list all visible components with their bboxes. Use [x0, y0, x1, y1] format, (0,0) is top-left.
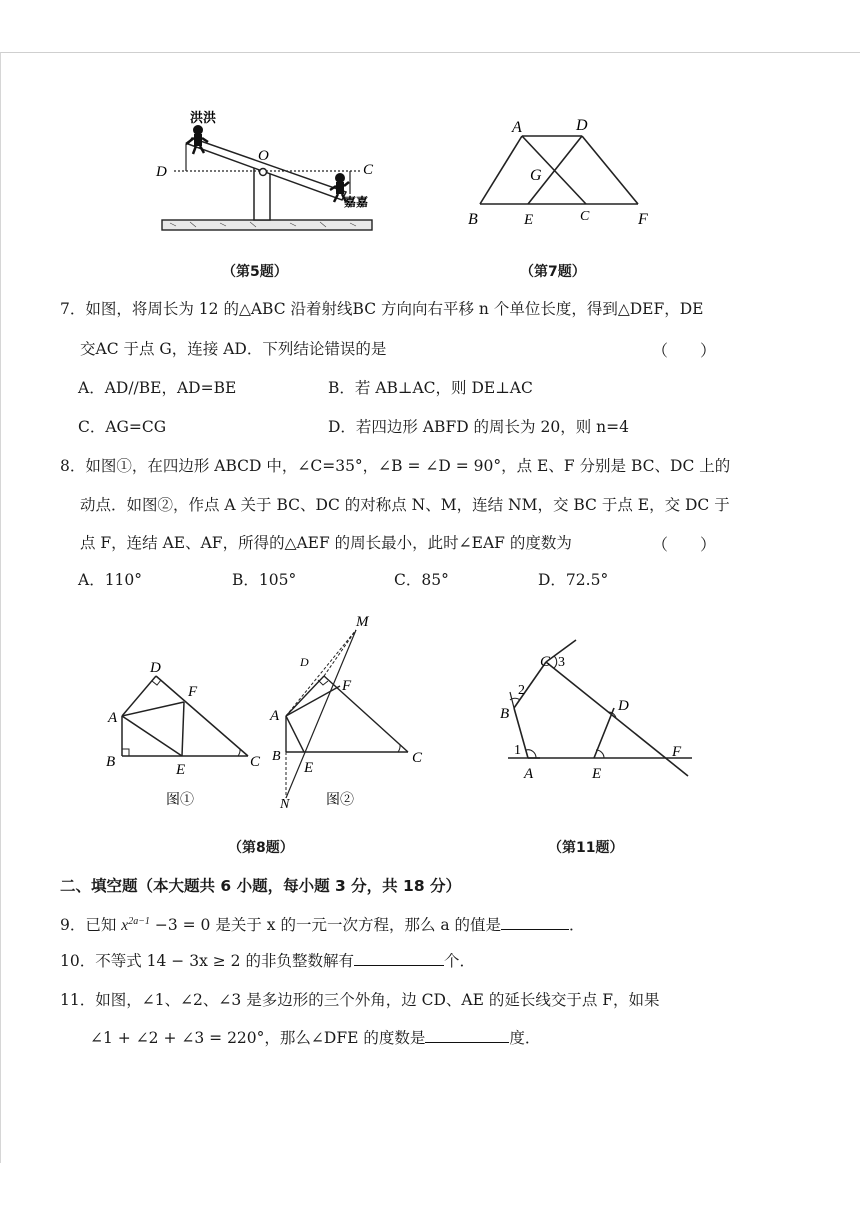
- fig8-2-label-C: C: [412, 750, 423, 766]
- figure-5-caption: （第5题）: [222, 264, 288, 280]
- label-E: E: [524, 212, 534, 228]
- fig8-1-name: 图①: [166, 793, 194, 808]
- q7-stem-line1: 7．如图，将周长为 12 的△ABC 沿着射线BC 方向向右平移 n 个单位长度，得到△DEF，DE: [60, 300, 704, 318]
- q11-line2: [90, 1028, 540, 1048]
- q9-pre: 9．已知: [60, 916, 122, 935]
- fig11-label-E: E: [592, 766, 602, 782]
- fig8-1-label-A: A: [108, 710, 118, 726]
- q7-answer-bracket: （ ）: [652, 341, 717, 360]
- figure-7-translation: [462, 112, 662, 230]
- fig11-label-C: C: [540, 654, 551, 670]
- fig11-label-2: 2: [518, 683, 525, 698]
- q11-line2-post: 度．: [509, 1029, 541, 1047]
- label-G: G: [530, 167, 542, 184]
- fig8-1-label-E: E: [176, 762, 186, 778]
- fig11-label-F: F: [672, 744, 682, 760]
- section-2-title: 二、填空题（本大题共 6 小题，每小题 3 分，共 18 分）: [60, 877, 462, 895]
- q7-option-c: C．AG=CG: [78, 418, 167, 436]
- q8-answer-bracket: （ ）: [652, 535, 717, 554]
- label-A: A: [512, 119, 522, 136]
- figure-11-polygon: [498, 632, 698, 782]
- q10-answer-blank[interactable]: [354, 951, 444, 966]
- fig8-2-label-D: D: [300, 655, 309, 669]
- label-O: O: [258, 148, 269, 164]
- q7-option-d: D．若四边形 ABFD 的周长为 20，则 n=4: [328, 418, 629, 436]
- fig11-label-3: 3: [558, 655, 565, 670]
- q11-answer-blank[interactable]: [425, 1028, 509, 1043]
- q8-option-a: A．110°: [78, 571, 143, 589]
- q7-option-a: A．AD//BE，AD=BE: [78, 379, 237, 397]
- fig8-1-label-F: F: [188, 684, 198, 700]
- q8-option-b: B．105°: [232, 571, 297, 589]
- fig8-2-label-N: N: [280, 797, 290, 812]
- fig8-1-label-B: B: [106, 754, 116, 770]
- fig11-label-B: B: [500, 706, 510, 722]
- q10: [60, 951, 475, 971]
- figure-7-caption: （第7题）: [520, 264, 586, 280]
- q8-option-d: D．72.5°: [538, 571, 609, 589]
- pivot-O: [260, 169, 267, 176]
- fig8-1-label-C: C: [250, 754, 261, 770]
- fig8-2-label-B: B: [272, 749, 281, 764]
- label-F: F: [638, 211, 648, 228]
- label-C: C: [580, 209, 590, 224]
- fig11-label-D: D: [618, 698, 629, 714]
- fig8-2-label-F: F: [342, 678, 352, 694]
- fig8-1-label-D: D: [150, 660, 161, 676]
- label-C: C: [363, 162, 374, 178]
- q9-post: ．: [569, 916, 585, 935]
- q11-line1: 11．如图，∠1、∠2、∠3 是多边形的三个外角，边 CD、AE 的延长线交于点 F，如果: [60, 991, 660, 1009]
- fig8-2-label-A: A: [270, 708, 280, 724]
- q11-line2-pre: ∠1 + ∠2 + ∠3 = 220°，那么∠DFE 的度数是: [90, 1029, 426, 1047]
- fig11-label-A: A: [524, 766, 534, 782]
- q9-var-x: x: [121, 917, 129, 935]
- q9-answer-blank[interactable]: [501, 915, 569, 930]
- label-B: B: [468, 211, 478, 228]
- q10-pre: 10．不等式 14 − 3x ≥ 2 的非负整数解有: [60, 952, 354, 970]
- fig11-label-1: 1: [514, 743, 521, 758]
- figure-11-caption: （第11题）: [548, 840, 624, 856]
- q8-stem-line1: 8．如图①，在四边形 ABCD 中，∠C=35°，∠B = ∠D = 90°，点 E、F 分别是 BC、DC 上的: [60, 457, 731, 475]
- label-jiajia: 嘉嘉: [344, 195, 369, 209]
- q10-post: 个．: [443, 952, 475, 970]
- q8-stem-line2: 动点．如图②，作点 A 关于 BC、DC 的对称点 N、M，连结 NM，交 BC 于点 E，交 DC 于: [80, 496, 730, 514]
- label-D: D: [576, 117, 588, 134]
- label-D: D: [156, 164, 167, 180]
- figure-8-caption: （第8题）: [228, 840, 294, 856]
- fig8-2-name: 图②: [326, 793, 354, 808]
- figure-5-seesaw: [150, 108, 380, 238]
- q9: [60, 912, 585, 936]
- q7-option-b: B．若 AB⊥AC，则 DE⊥AC: [328, 379, 533, 397]
- fig8-2-label-E: E: [304, 760, 314, 776]
- figure-8-1: [122, 676, 248, 756]
- fig8-2-label-M: M: [356, 614, 369, 630]
- label-honghong: 洪洪: [190, 110, 217, 125]
- q9-mid: −3 = 0 是关于 x 的一元一次方程，那么 a 的值是: [149, 916, 502, 935]
- q8-stem-line3: 点 F，连结 AE、AF，所得的△AEF 的周长最小，此时∠EAF 的度数为: [80, 534, 572, 552]
- figure-8: [100, 608, 440, 813]
- q7-stem-line2: 交AC 于点 G，连接 AD．下列结论错误的是: [80, 340, 387, 358]
- q8-option-c: C．85°: [394, 571, 449, 589]
- q9-exponent: 2a−1: [128, 916, 150, 927]
